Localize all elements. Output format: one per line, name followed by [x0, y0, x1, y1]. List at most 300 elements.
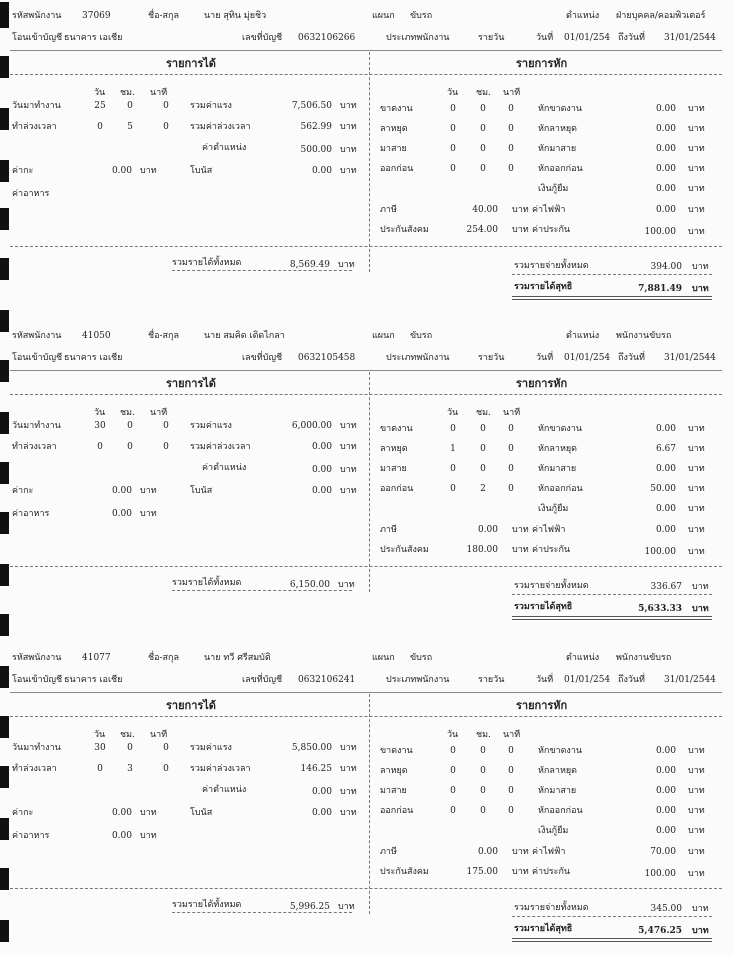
baht: บาท [140, 831, 157, 841]
registration-mark [0, 258, 9, 280]
hours-header: ชม. [120, 730, 135, 740]
leave-minutes: 0 [508, 766, 514, 776]
electric: 70.00 [650, 847, 676, 857]
d-leave: 6.67 [655, 444, 676, 454]
d-late: 0.00 [655, 144, 676, 154]
d-leave-label: หักลาหยุด [538, 444, 578, 454]
d-early-label: หักออกก่อน [538, 806, 583, 816]
registration-mark [0, 108, 9, 130]
position-pay: 0.00 [311, 787, 332, 797]
column-divider [369, 694, 370, 914]
loan: 0.00 [655, 504, 676, 514]
emp-id: 41077 [82, 653, 111, 663]
underline [172, 590, 352, 591]
registration-mark [0, 208, 9, 230]
insurance-label: ค่าประกัน [532, 545, 571, 555]
deduct-header: รายการหัก [516, 377, 568, 390]
total-deduct: 336.67 [650, 582, 682, 592]
baht: บาท [338, 580, 355, 590]
d-early: 50.00 [650, 484, 676, 494]
net-label: รวมรายได้สุทธิ [514, 282, 573, 292]
emp-name: นาย สุทิน มุ่ยชิว [204, 11, 267, 21]
total-wage-label: รวมค่าแรง [190, 743, 232, 753]
shift-label: ค่ากะ [12, 808, 34, 818]
absent-hours: 0 [480, 104, 486, 114]
days-header: วัน [94, 88, 106, 98]
leave-days: 0 [450, 124, 456, 134]
ot-days: 0 [97, 764, 103, 774]
baht: บาท [688, 869, 705, 879]
food-pay: 0.00 [111, 831, 132, 841]
shift-pay: 0.00 [111, 166, 132, 176]
shift-pay: 0.00 [111, 808, 132, 818]
registration-mark [0, 310, 9, 332]
date-from: 01/01/254 [564, 353, 611, 363]
emp-id: 41050 [82, 331, 111, 341]
ot-minutes: 0 [163, 764, 169, 774]
early-hours: 2 [480, 484, 486, 494]
baht: บาท [688, 525, 705, 535]
name-label: ชื่อ-สกุล [148, 653, 180, 663]
minutes-header: นาที [503, 730, 521, 740]
baht: บาท [688, 484, 705, 494]
position: ฝ่ายบุคคล/คอมพิวเตอร์ [616, 11, 706, 21]
baht: บาท [340, 787, 357, 797]
divider [10, 246, 722, 247]
baht: บาท [512, 545, 529, 555]
insurance: 100.00 [644, 547, 676, 557]
hours-header: ชม. [476, 730, 491, 740]
d-early-label: หักออกก่อน [538, 164, 583, 174]
dept-label: แผนก [372, 331, 395, 341]
early-days: 0 [450, 484, 456, 494]
registration-mark [0, 2, 9, 28]
registration-mark [0, 360, 9, 382]
work-hours: 0 [127, 421, 133, 431]
absent-label: ขาดงาน [380, 104, 413, 114]
emp-type-label: ประเภทพนักงาน [386, 33, 450, 43]
absent-days: 0 [450, 746, 456, 756]
total-deduct-label: รวมรายจ่ายทั้งหมด [514, 581, 589, 591]
absent-days: 0 [450, 104, 456, 114]
emp-id-label: รหัสพนักงาน [12, 11, 62, 21]
work-minutes: 0 [163, 421, 169, 431]
social-label: ประกันสังคม [380, 545, 429, 555]
date-to: 31/01/2544 [664, 675, 716, 685]
emp-id-label: รหัสพนักงาน [12, 653, 62, 663]
baht: บาท [140, 509, 157, 519]
leave-label: ลาหยุด [380, 766, 408, 776]
d-late: 0.00 [655, 786, 676, 796]
name-label: ชื่อ-สกุล [148, 331, 180, 341]
late-hours: 0 [480, 144, 486, 154]
position-label: ตำแหน่ง [566, 331, 600, 341]
baht: บาท [340, 421, 357, 431]
baht: บาท [688, 144, 705, 154]
early-minutes: 0 [508, 806, 514, 816]
position-pay: 500.00 [300, 145, 332, 155]
ot-days: 0 [97, 122, 103, 132]
ot-hours: 0 [127, 442, 133, 452]
social: 175.00 [466, 867, 498, 877]
ot-hours: 3 [127, 764, 133, 774]
late-label: มาสาย [380, 464, 407, 474]
registration-mark [0, 56, 9, 78]
leave-hours: 0 [480, 766, 486, 776]
baht: บาท [340, 122, 357, 132]
baht: บาท [512, 205, 529, 215]
work-minutes: 0 [163, 743, 169, 753]
income-header: รายการได้ [166, 57, 216, 70]
bonus-label: โบนัส [190, 808, 213, 818]
minutes-header: นาที [150, 730, 168, 740]
leave-minutes: 0 [508, 124, 514, 134]
bank-label: โอนเข้าบัญชี [12, 33, 63, 43]
social: 254.00 [466, 225, 498, 235]
d-leave: 0.00 [655, 124, 676, 134]
work-days-label: วันมาทำงาน [12, 421, 61, 431]
absent-days: 0 [450, 424, 456, 434]
total-deduct-label: รวมรายจ่ายทั้งหมด [514, 261, 589, 271]
divider [10, 394, 722, 395]
hours-header: ชม. [476, 88, 491, 98]
baht: บาท [688, 547, 705, 557]
baht: บาท [688, 164, 705, 174]
d-absent: 0.00 [655, 746, 676, 756]
total-deduct: 394.00 [650, 262, 682, 272]
baht: บาท [338, 902, 355, 912]
insurance-label: ค่าประกัน [532, 867, 571, 877]
dept-label: แผนก [372, 11, 395, 21]
total-wage-label: รวมค่าแรง [190, 421, 232, 431]
baht: บาท [688, 104, 705, 114]
absent-label: ขาดงาน [380, 746, 413, 756]
divider [10, 888, 722, 889]
work-days: 30 [94, 421, 106, 431]
baht: บาท [688, 746, 705, 756]
food-pay: 0.00 [111, 509, 132, 519]
d-absent: 0.00 [655, 104, 676, 114]
tax-label: ภาษี [380, 525, 397, 535]
baht: บาท [688, 124, 705, 134]
baht: บาท [512, 225, 529, 235]
total-wage: 7,506.50 [291, 101, 332, 111]
column-divider [369, 52, 370, 272]
name-label: ชื่อ-สกุล [148, 11, 180, 21]
late-minutes: 0 [508, 786, 514, 796]
registration-mark [0, 666, 9, 688]
baht: บาท [692, 904, 709, 914]
d-late-label: หักมาสาย [538, 144, 577, 154]
electric: 0.00 [655, 205, 676, 215]
shift-pay: 0.00 [111, 486, 132, 496]
net-label: รวมรายได้สุทธิ [514, 602, 573, 612]
position-label: ตำแหน่ง [566, 653, 600, 663]
registration-mark [0, 766, 9, 788]
baht: บาท [338, 260, 355, 270]
baht: บาท [688, 184, 705, 194]
date-to-label: ถึงวันที่ [618, 675, 645, 685]
net-pay: 7,881.49 [638, 284, 682, 294]
position: พนักงานขับรถ [616, 331, 672, 341]
d-late: 0.00 [655, 464, 676, 474]
food-label: ค่าอาหาร [12, 189, 50, 199]
absent-hours: 0 [480, 746, 486, 756]
work-hours: 0 [127, 101, 133, 111]
tax-label: ภาษี [380, 205, 397, 215]
bonus: 0.00 [311, 808, 332, 818]
loan: 0.00 [655, 184, 676, 194]
baht: บาท [688, 424, 705, 434]
loan-label: เงินกู้ยืม [538, 826, 569, 836]
late-minutes: 0 [508, 464, 514, 474]
d-absent: 0.00 [655, 424, 676, 434]
baht: บาท [140, 166, 157, 176]
dept: ขับรถ [410, 331, 433, 341]
early-hours: 0 [480, 164, 486, 174]
late-days: 0 [450, 464, 456, 474]
emp-name: นาย สมคิด เดิดไกลา [204, 331, 285, 341]
work-days: 30 [94, 743, 106, 753]
baht: บาท [692, 582, 709, 592]
baht: บาท [688, 766, 705, 776]
baht: บาท [340, 486, 357, 496]
baht: บาท [688, 826, 705, 836]
date-from-label: วันที่ [536, 33, 554, 43]
total-deduct-label: รวมรายจ่ายทั้งหมด [514, 903, 589, 913]
shift-label: ค่ากะ [12, 486, 34, 496]
total-income: 5,996.25 [289, 902, 330, 912]
baht: บาท [688, 806, 705, 816]
total-ot-label: รวมค่าล่วงเวลา [190, 764, 251, 774]
account-label: เลขที่บัญชี [242, 33, 283, 43]
early-label: ออกก่อน [380, 806, 414, 816]
total-ot: 146.25 [300, 764, 332, 774]
divider [10, 50, 722, 51]
total-wage: 5,850.00 [291, 743, 332, 753]
deduct-header: รายการหัก [516, 699, 568, 712]
dept: ขับรถ [410, 11, 433, 21]
d-absent-label: หักขาดงาน [538, 746, 583, 756]
baht: บาท [688, 504, 705, 514]
income-header: รายการได้ [166, 377, 216, 390]
net-pay: 5,633.33 [638, 604, 682, 614]
position: พนักงานขับรถ [616, 653, 672, 663]
food-label: ค่าอาหาร [12, 831, 50, 841]
work-hours: 0 [127, 743, 133, 753]
position-label: ตำแหน่ง [566, 11, 600, 21]
dept-label: แผนก [372, 653, 395, 663]
registration-mark [0, 920, 9, 942]
baht: บาท [688, 464, 705, 474]
late-minutes: 0 [508, 144, 514, 154]
work-days: 25 [94, 101, 106, 111]
late-hours: 0 [480, 464, 486, 474]
account-label: เลขที่บัญชี [242, 675, 283, 685]
emp-type: รายวัน [478, 353, 505, 363]
divider [10, 716, 722, 717]
early-minutes: 0 [508, 484, 514, 494]
registration-mark [0, 868, 9, 890]
late-label: มาสาย [380, 786, 407, 796]
registration-mark [0, 818, 9, 840]
date-to-label: ถึงวันที่ [618, 33, 645, 43]
ot-minutes: 0 [163, 442, 169, 452]
tax: 40.00 [472, 205, 498, 215]
underline [512, 274, 712, 275]
d-leave-label: หักลาหยุด [538, 124, 578, 134]
account-no: 0632105458 [298, 353, 356, 363]
tax-label: ภาษี [380, 847, 397, 857]
baht: บาท [340, 145, 357, 155]
emp-name: นาย ทวี ศรีสมบัติ [204, 653, 271, 663]
hours-header: ชม. [120, 88, 135, 98]
leave-hours: 0 [480, 444, 486, 454]
d-leave-label: หักลาหยุด [538, 766, 578, 776]
total-income: 8,569.49 [289, 260, 330, 270]
baht: บาท [340, 166, 357, 176]
bank: ธนาคาร เอเชีย [64, 33, 123, 43]
date-to: 31/01/2544 [664, 353, 716, 363]
baht: บาท [340, 442, 357, 452]
minutes-header: นาที [150, 88, 168, 98]
insurance: 100.00 [644, 227, 676, 237]
bonus-label: โบนัส [190, 486, 213, 496]
registration-mark [0, 564, 9, 586]
absent-minutes: 0 [508, 746, 514, 756]
position-pay-label: ค่าตำแหน่ง [202, 143, 247, 153]
bonus: 0.00 [311, 166, 332, 176]
underline [172, 912, 352, 913]
total-income-label: รวมรายได้ทั้งหมด [172, 900, 242, 910]
baht: บาท [512, 847, 529, 857]
registration-mark [0, 462, 9, 484]
bonus-label: โบนัส [190, 166, 213, 176]
ot-minutes: 0 [163, 122, 169, 132]
bank-label: โอนเข้าบัญชี [12, 353, 63, 363]
registration-mark [0, 412, 9, 434]
double-underline [512, 616, 712, 620]
tax: 0.00 [477, 525, 498, 535]
leave-hours: 0 [480, 124, 486, 134]
ot-hours: 5 [127, 122, 133, 132]
d-late-label: หักมาสาย [538, 786, 577, 796]
baht: บาท [692, 262, 709, 272]
d-early: 0.00 [655, 806, 676, 816]
early-hours: 0 [480, 806, 486, 816]
early-days: 0 [450, 806, 456, 816]
date-to-label: ถึงวันที่ [618, 353, 645, 363]
date-from-label: วันที่ [536, 353, 554, 363]
hours-header: ชม. [120, 408, 135, 418]
bank: ธนาคาร เอเชีย [64, 353, 123, 363]
date-from: 01/01/254 [564, 33, 611, 43]
social: 180.00 [466, 545, 498, 555]
leave-days: 0 [450, 766, 456, 776]
baht: บาท [688, 847, 705, 857]
baht: บาท [688, 444, 705, 454]
date-from: 01/01/254 [564, 675, 611, 685]
overtime-label: ทำล่วงเวลา [12, 122, 57, 132]
electric-label: ค่าไฟฟ้า [532, 847, 566, 857]
early-minutes: 0 [508, 164, 514, 174]
loan-label: เงินกู้ยืม [538, 504, 569, 514]
account-no: 0632106241 [298, 675, 356, 685]
leave-minutes: 0 [508, 444, 514, 454]
absent-minutes: 0 [508, 424, 514, 434]
position-pay: 0.00 [311, 465, 332, 475]
total-wage: 6,000.00 [291, 421, 332, 431]
food-label: ค่าอาหาร [12, 509, 50, 519]
work-days-label: วันมาทำงาน [12, 101, 61, 111]
d-early: 0.00 [655, 164, 676, 174]
divider [10, 74, 722, 75]
loan-label: เงินกู้ยืม [538, 184, 569, 194]
total-ot: 562.99 [300, 122, 332, 132]
baht: บาท [512, 525, 529, 535]
total-ot-label: รวมค่าล่วงเวลา [190, 442, 251, 452]
days-header: วัน [447, 730, 459, 740]
baht: บาท [688, 205, 705, 215]
double-underline [512, 296, 712, 300]
late-label: มาสาย [380, 144, 407, 154]
emp-id: 37069 [82, 11, 111, 21]
registration-mark [0, 614, 9, 636]
d-absent-label: หักขาดงาน [538, 104, 583, 114]
emp-type: รายวัน [478, 33, 505, 43]
underline [512, 594, 712, 595]
divider [10, 370, 722, 371]
baht: บาท [140, 808, 157, 818]
net-label: รวมรายได้สุทธิ [514, 924, 573, 934]
d-early-label: หักออกก่อน [538, 484, 583, 494]
date-to: 31/01/2544 [664, 33, 716, 43]
deduct-header: รายการหัก [516, 57, 568, 70]
late-hours: 0 [480, 786, 486, 796]
registration-mark [0, 716, 9, 738]
absent-hours: 0 [480, 424, 486, 434]
account-label: เลขที่บัญชี [242, 353, 283, 363]
total-ot-label: รวมค่าล่วงเวลา [190, 122, 251, 132]
total-income-label: รวมรายได้ทั้งหมด [172, 578, 242, 588]
bank: ธนาคาร เอเชีย [64, 675, 123, 685]
social-label: ประกันสังคม [380, 867, 429, 877]
total-income-label: รวมรายได้ทั้งหมด [172, 258, 242, 268]
late-days: 0 [450, 786, 456, 796]
total-ot: 0.00 [311, 442, 332, 452]
baht: บาท [340, 743, 357, 753]
work-minutes: 0 [163, 101, 169, 111]
early-days: 0 [450, 164, 456, 174]
hours-header: ชม. [476, 408, 491, 418]
registration-mark [0, 512, 9, 534]
income-header: รายการได้ [166, 699, 216, 712]
electric: 0.00 [655, 525, 676, 535]
ot-days: 0 [97, 442, 103, 452]
absent-label: ขาดงาน [380, 424, 413, 434]
column-divider [369, 372, 370, 592]
minutes-header: นาที [150, 408, 168, 418]
bonus: 0.00 [311, 486, 332, 496]
baht: บาท [692, 604, 709, 614]
electric-label: ค่าไฟฟ้า [532, 525, 566, 535]
d-leave: 0.00 [655, 766, 676, 776]
position-pay-label: ค่าตำแหน่ง [202, 463, 247, 473]
days-header: วัน [447, 88, 459, 98]
late-days: 0 [450, 144, 456, 154]
baht: บาท [340, 465, 357, 475]
baht: บาท [692, 284, 709, 294]
